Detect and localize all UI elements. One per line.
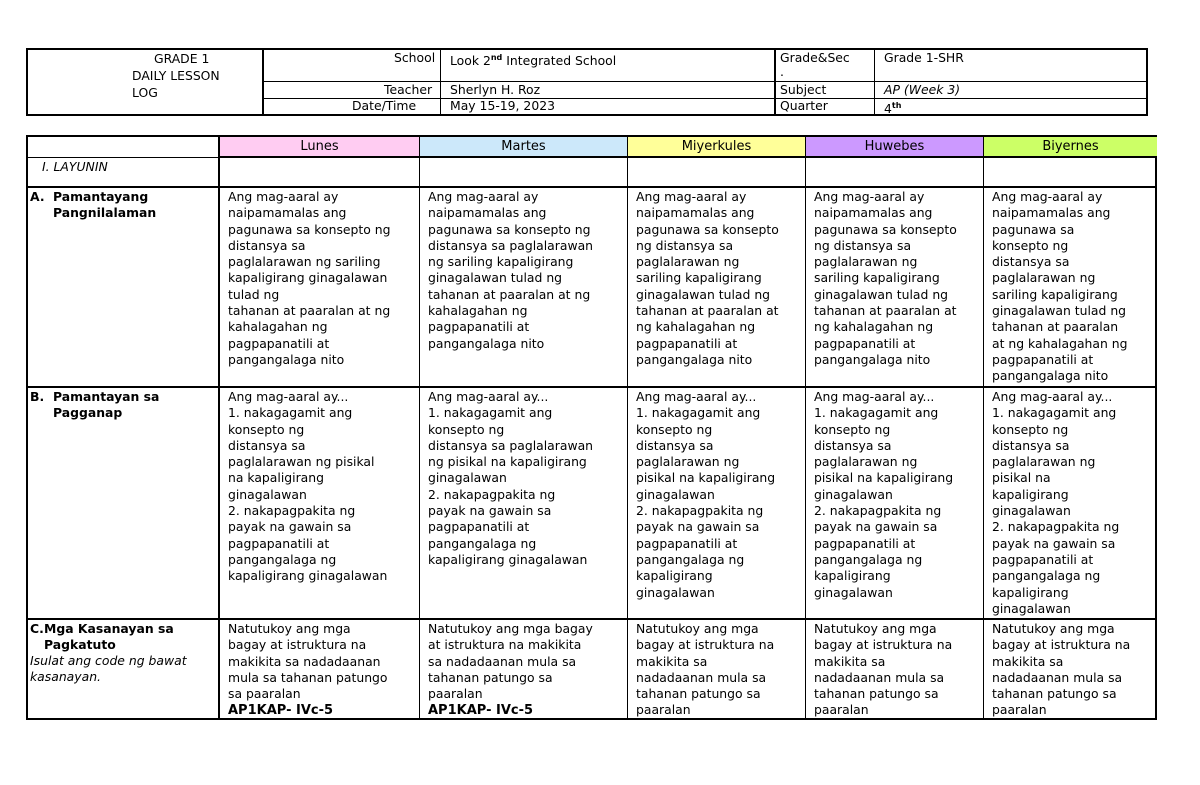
- title-log: LOG: [132, 85, 158, 100]
- title-grade: GRADE 1: [154, 51, 210, 66]
- row-b-lunes: Ang mag-aaral ay... 1. nakagagamit ang konsepto ng distansya sa paglalarawan ng pisikal na kapaligirang ginagalawan 2. nakapagpakita ng payak na gawain sa pagpapanatili at pangangalaga ng kapaligirang ginagalawan: [228, 389, 388, 584]
- section-b-title: Pamantayan sa Pagganap: [53, 389, 160, 421]
- row-a-huwebes: Ang mag-aaral ay naipamamalas ang pagunawa sa konsepto ng distansya sa paglalarawan ng sariling kapaligirang ginagalawan tulad ng tahanan at paaralan at ng kahalagahan ng pagpapanatili at pangangalaga nito: [814, 189, 957, 367]
- log-title-box: [26, 48, 262, 116]
- row-c-huwebes: Natutukoy ang mga bagay at istruktura na makikita sa nadadaanan mula sa tahanan patungo sa paaralan: [814, 621, 953, 718]
- datetime-label: Date/Time: [352, 98, 417, 113]
- row-a-biyernes: Ang mag-aaral ay naipamamalas ang pagunawa sa konsepto ng distansya sa paglalarawan ng sariling kapaligirang ginagalawan tulad ng tahanan at paaralan at ng kahalagahan ng pagpapanatili at pangangalaga nito: [992, 189, 1128, 384]
- school-label: School: [394, 50, 436, 65]
- section-c-note: Isulat ang code ng bawat kasanayan.: [30, 653, 187, 685]
- gradesec-value: Grade 1-SHR: [884, 50, 964, 65]
- day-header-martes: Martes: [420, 137, 628, 157]
- subject-label: Subject: [780, 82, 827, 97]
- title-daily-lesson: DAILY LESSON: [132, 68, 220, 83]
- day-header-biyernes: Biyernes: [984, 137, 1157, 157]
- section-c-letter: C.: [30, 621, 44, 636]
- row-b-martes: Ang mag-aaral ay... 1. nakagagamit ang konsepto ng distansya sa paglalarawan ng pisikal na kapaligirang ginagalawan 2. nakapagpakita ng payak na gawain sa pagpapanatili at pangangalaga ng kapaligirang ginagalawan: [428, 389, 594, 567]
- gradesec-dot: .: [780, 64, 784, 79]
- row-c-miyerkules: Natutukoy ang mga bagay at istruktura na makikita sa nadadaanan mula sa tahanan patungo sa paaralan: [636, 621, 775, 718]
- row-c-lunes-code: AP1KAP- IVc-5: [228, 703, 334, 719]
- day-header-huwebes: Huwebes: [806, 137, 984, 157]
- row-b-huwebes: Ang mag-aaral ay... 1. nakagagamit ang konsepto ng distansya sa paglalarawan ng pisikal na kapaligirang ginagalawan 2. nakapagpakita ng payak na gawain sa pagpapanatili at pangangalaga ng kapaligirang ginagalawan: [814, 389, 954, 600]
- row-c-lunes: Natutukoy ang mga bagay at istruktura na makikita sa nadadaanan mula sa tahanan patungo sa paaralan AP1KAP- IVc-5: [228, 621, 388, 719]
- row-c-martes-code: AP1KAP- IVc-5: [428, 703, 534, 719]
- teacher-value: Sherlyn H. Roz: [450, 82, 541, 97]
- day-header-lunes: Lunes: [220, 137, 420, 157]
- quarter-value: 4th: [884, 101, 902, 117]
- day-header-miyerkules: Miyerkules: [628, 137, 806, 157]
- subject-value: AP (Week 3): [884, 82, 961, 97]
- gradesec-label: Grade&Sec: [780, 50, 850, 65]
- info-grid: [262, 48, 1148, 116]
- row-b-miyerkules: Ang mag-aaral ay... 1. nakagagamit ang konsepto ng distansya sa paglalarawan ng pisikal na kapaligirang ginagalawan 2. nakapagpakita ng payak na gawain sa pagpapanatili at pangangalaga ng kapaligirang ginagalawan: [636, 389, 776, 600]
- lesson-table: [26, 135, 1157, 720]
- row-a-martes: Ang mag-aaral ay naipamamalas ang pagunawa sa konsepto ng distansya sa paglalarawan ng sariling kapaligirang ginagalawan tulad ng tahanan at paaralan at ng kahalagahan ng pagpapanatili at pangangalaga nito: [428, 189, 594, 351]
- section-layunin: I. LAYUNIN: [42, 159, 108, 174]
- quarter-label: Quarter: [780, 98, 828, 113]
- section-a-title: Pamantayang Pangnilalaman: [53, 189, 157, 221]
- row-a-lunes: Ang mag-aaral ay naipamamalas ang pagunawa sa konsepto ng distansya sa paglalarawan ng sariling kapaligirang ginagalawan tulad ng tahanan at paaralan at ng kahalagahan ng pagpapanatili at pangangalaga nito: [228, 189, 391, 367]
- datetime-value: May 15-19, 2023: [450, 98, 555, 113]
- section-b-letter: B.: [30, 389, 45, 404]
- section-a-letter: A.: [30, 189, 45, 204]
- section-c-title: Mga Kasanayan sa Pagkatuto: [44, 621, 174, 653]
- teacher-label: Teacher: [384, 82, 433, 97]
- school-value: Look 2nd Integrated School: [450, 53, 617, 69]
- row-b-biyernes: Ang mag-aaral ay... 1. nakagagamit ang konsepto ng distansya sa paglalarawan ng pisikal na kapaligirang ginagalawan 2. nakapagpakita ng payak na gawain sa pagpapanatili at pangangalaga ng kapaligirang ginagalawan: [992, 389, 1120, 616]
- row-c-martes: Natutukoy ang mga bagay at istruktura na makikita sa nadadaanan mula sa tahanan patungo sa paaralan AP1KAP- IVc-5: [428, 621, 593, 719]
- row-a-miyerkules: Ang mag-aaral ay naipamamalas ang pagunawa sa konsepto ng distansya sa paglalarawan ng sariling kapaligirang ginagalawan tulad ng tahanan at paaralan at ng kahalagahan ng pagpapanatili at pangangalaga nito: [636, 189, 779, 367]
- row-c-biyernes: Natutukoy ang mga bagay at istruktura na makikita sa nadadaanan mula sa tahanan patungo sa paaralan: [992, 621, 1131, 718]
- header-block: [26, 48, 1148, 116]
